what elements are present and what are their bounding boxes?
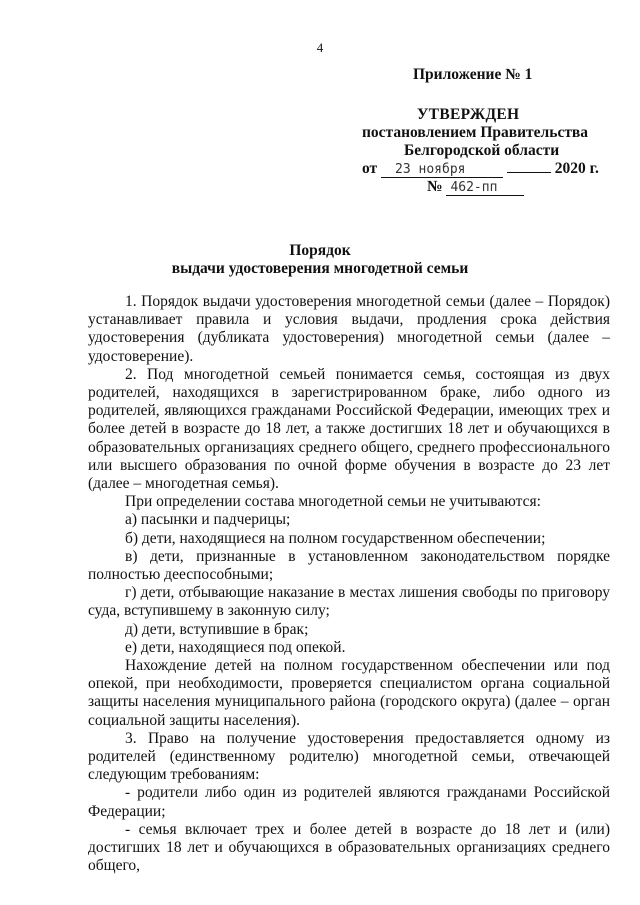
document-title: [0, 242, 640, 278]
decree-number: [427, 178, 524, 196]
list-item-e: е) дети, находящиеся под опекой.: [125, 638, 346, 656]
list-item-g: г) дети, отбывающие наказание в местах лишения свободы по приговору суда, вступившему в законную силу;: [88, 584, 610, 620]
paragraph-3-rights: 3. Право на получение удостоверения предоставляется одному из родителей (единственному родителю) многодетной семьи, отвечающей следующим требованиям:: [88, 729, 610, 784]
paragraph-3: При определении состава многодетной семьи не учитываются:: [125, 493, 541, 511]
list-item-a: а) пасынки и падчерицы;: [125, 511, 291, 529]
decree-line-1: постановлением Правительства: [362, 124, 589, 141]
list-item-v: в) дети, признанные в установленном законодательством порядке полностью дееспособными;: [88, 547, 610, 584]
document-body: [88, 293, 610, 876]
paragraph-1: 1. Порядок выдачи удостоверения многодетной семьи (далее – Порядок) устанавливает правила и условия выдачи, продления срока действия удостоверения (дубликата удостоверения) многодетной семьи (далее – удостоверение).: [88, 293, 610, 365]
decree-line-2: Белгородской области: [404, 142, 560, 159]
date-underline: [507, 172, 551, 173]
page-number: 4: [316, 40, 324, 55]
list-item-d: д) дети, вступившие в брак;: [125, 620, 309, 638]
title-line-2: выдачи удостоверения многодетной семьи: [171, 260, 469, 277]
paragraph-guardianship: Нахождение детей на полном государственном обеспечении или под опекой, при необходимости, проверяется специалистом органа социальной защиты населения муниципального района (городского округа) (далее – орган социальной защиты населения).: [88, 657, 610, 729]
list-item-b: б) дети, находящиеся на полном государственном обеспечении;: [125, 529, 546, 547]
number-value: 462-пп: [446, 180, 524, 196]
decree-date: [362, 160, 599, 178]
title-line-1: Порядок: [289, 242, 351, 259]
appendix-label: Приложение № 1: [413, 66, 533, 83]
paragraph-2: 2. Под многодетной семьей понимается семья, состоящая из двух родителей, находящихся в зарегистрированном браке, либо одного из родителей, являющихся гражданами Российской Федерации, имеющих трех и более детей в возрасте до 18 лет, а также достигших 18 лет и обучающихся в образовательных организациях среднего общего, среднего профессионального или высшего образования по очной форме обучения в возрасте до 23 лет (далее – многодетная семья).: [88, 365, 610, 493]
date-prefix: от: [362, 160, 378, 177]
date-value: 23 ноября: [381, 162, 503, 178]
requirement-2: - семья включает трех и более детей в возрасте до 18 лет и (или) достигших 18 лет и обучающихся в образовательных организациях среднего общего,: [88, 820, 610, 875]
number-prefix: №: [427, 178, 443, 195]
approved-stamp-title: УТВЕРЖДЕН: [417, 106, 520, 123]
date-year: 2020 г.: [554, 160, 599, 177]
requirement-1: - родители либо один из родителей являются гражданами Российской Федерации;: [88, 784, 610, 820]
